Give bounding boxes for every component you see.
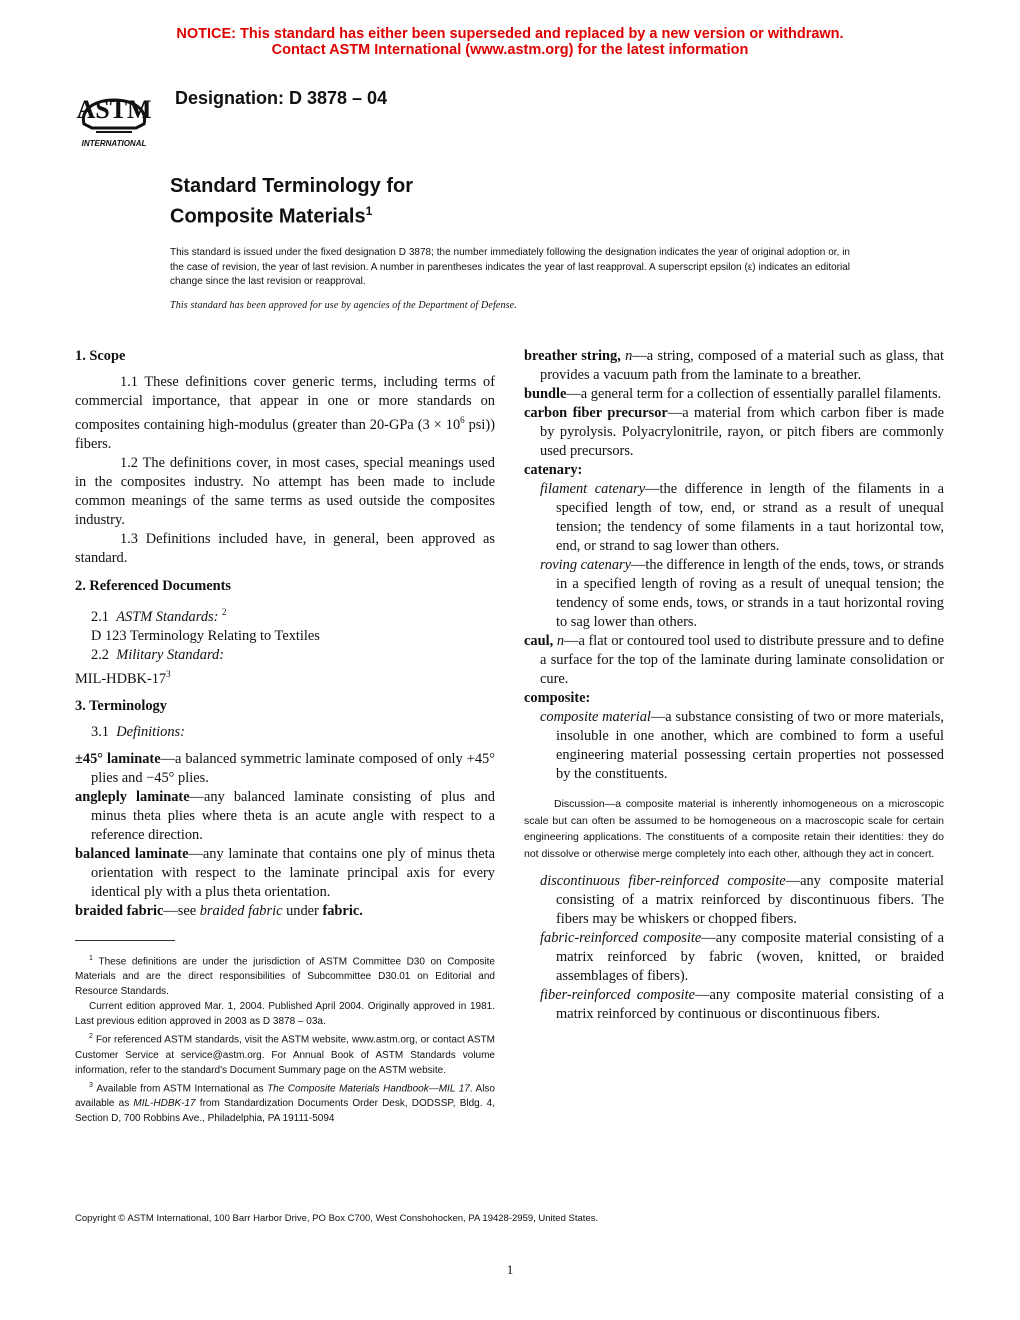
footnote-divider xyxy=(75,940,175,941)
scope-heading: 1. Scope xyxy=(75,348,126,364)
approval-note: This standard has been approved for use by agencies of the Department of Defense. xyxy=(170,300,517,311)
scope-para-3: 1.3 Definitions included have, in general, been approved as standard. xyxy=(75,530,495,566)
notice-line-2: Contact ASTM International (www.astm.org) for the latest information xyxy=(271,42,749,58)
scope-para-1: 1.1 These definitions cover generic terms, including terms of commercial importance, that appear in one or more standards on composites containing high-modulus (greater than 20-GPa ($3 \times 10^6$ psi)) fibers. xyxy=(75,374,495,452)
title-line-2: Composite Materials$^1$ xyxy=(170,204,373,228)
logo-mark-text: ASTM xyxy=(76,95,152,124)
ref-item-military: 2.2 Military Standard: xyxy=(91,646,224,663)
def-filament-catenary: filament catenary—the difference in length of the filaments in a specified length of tow, end, or strand as a result of unequal tension; the tendency of some filaments in a taut horizontal tow, end, or strand to sag lower than others. xyxy=(540,481,945,554)
catenary-heading: catenary: xyxy=(524,462,583,478)
logo-sub-text: INTERNATIONAL xyxy=(81,139,147,148)
ref-item-milhdbk: MIL-$HDBK-17^3$ xyxy=(75,668,171,687)
ref-item-d123: D 123 Terminology Relating to Textiles xyxy=(91,627,320,644)
supersession-notice xyxy=(0,26,1020,58)
footnote-1-edition: Current edition approved Mar. 1, 2004. Published April 2004. Originally approved in 1981. Last previous edition approved in 2003 as D 3878 – 03a. xyxy=(75,1001,495,1028)
page-number: 1 xyxy=(506,1262,514,1277)
footnote-3: $^3$ Available from ASTM International as The Composite Materials Handbook—MIL 17. Also available as MIL-HDBK-17 from Standardization Documents Order Desk, DODSSP, Bldg. 4, Section D, 700 Robbins Ave., Philadelphia, PA 19111-5094 xyxy=(75,1081,495,1124)
def-braided-fabric: braided fabric—see braided fabric under fabric. xyxy=(75,903,363,920)
left-column xyxy=(75,347,495,921)
notice-line-1: NOTICE: This standard has either been superseded and replaced by a new version or withdrawn. xyxy=(176,26,844,42)
def-caul: caul, n—a flat or contoured tool used to distribute pressure and to define a surface for the top of the laminate during laminate consolidation or cure. xyxy=(524,633,944,687)
ref-item-astm: 2.1 ASTM Standards: $^2$ xyxy=(91,606,227,625)
def-carbon-fiber-precursor: carbon fiber precursor—a material from which carbon fiber is made by pyrolysis. Polyacrylonitrile, rayon, or pitch fibers are commonly used precursors. xyxy=(524,405,944,459)
footnote-1: $^1$ These definitions are under the jurisdiction of ASTM Committee D30 on Composite Materials and are the direct responsibilities of Subcommittee D30.01 on Editorial and Resource Standards. xyxy=(75,955,495,998)
title-line-1: Standard Terminology for xyxy=(170,175,413,197)
def-45-laminate: ±45° laminate—a balanced symmetric laminate composed of only +45° plies and −45° plies. xyxy=(75,751,495,787)
def-bundle: bundle—a general term for a collection of essentially parallel filaments. xyxy=(524,386,942,402)
referenced-heading: 2. Referenced Documents xyxy=(75,577,231,594)
definitions-subheading: 3.1 Definitions: xyxy=(91,724,185,741)
scope-para-2: 1.2 The definitions cover, in most cases, special meanings used in the composites industry. No attempt has been made to include common meanings of the same terms as used outside the composites industry. xyxy=(75,454,495,528)
def-angleply-laminate: angleply laminate—any balanced laminate consisting of plus and minus theta plies where theta is an acute angle with respect to a reference direction. xyxy=(75,789,495,844)
def-roving-catenary: roving catenary—the difference in length of the ends, tows, or strands in a specified length of roving as a result of unequal tension; the tendency of some ends, tows, or strands in a taut horizontal roving to sag lower than others. xyxy=(540,557,945,630)
def-composite-material: composite material—a substance consisting of two or more materials, insoluble in one another, which are combined to form a useful engineering material possessing certain properties not possessed by the constituents. xyxy=(540,709,944,782)
composite-heading: composite: xyxy=(524,690,591,706)
right-column xyxy=(524,347,944,1024)
discussion-note: Discussion—a composite material is inherently inhomogeneous on a microscopic scale but can often be assumed to be homogeneous on a macroscopic scale for certain engineering applications. The constituents of a composite retain their identities: they do not dissolve or otherwise merge completely into each other, although they act in concert. xyxy=(524,798,944,860)
def-breather-string: breather string, n—a string, composed of a material such as glass, that provides a vacuum path from the laminate to a breather. xyxy=(524,348,944,383)
def-fiber-reinforced-composite: fiber-reinforced composite—any composite material consisting of a matrix reinforced by continuous or discontinuous fibers. xyxy=(540,987,944,1022)
astm-logo xyxy=(66,72,162,152)
def-balanced-laminate: balanced laminate—any laminate that contains one ply of minus theta orientation with respect to the laminate principal axis for every identical ply with a plus theta orientation. xyxy=(75,846,495,901)
issue-note: This standard is issued under the fixed designation D 3878; the number immediately following the designation indicates the year of original adoption or, in the case of revision, the year of last revision. A number in parentheses indicates the year of last reapproval. A superscript epsilon (ε) indicates an editorial change since the last revision or reapproval. xyxy=(170,247,850,287)
terminology-heading: 3. Terminology xyxy=(75,698,167,715)
footnotes xyxy=(75,951,495,1126)
designation: Designation: D 3878 – 04 xyxy=(175,88,388,108)
footnote-2: $^2$ For referenced ASTM standards, visit the ASTM website, www.astm.org, or contact ASTM Customer Service at service@astm.org. For Annual Book of ASTM Standards volume information, refer to the standard's Document Summary page on the ASTM website. xyxy=(75,1033,496,1076)
copyright: Copyright © ASTM International, 100 Barr Harbor Drive, PO Box C700, West Conshohocken, PA 19428-2959, United States. xyxy=(75,1213,599,1224)
document-title xyxy=(170,174,413,230)
def-discontinuous-composite: discontinuous fiber-reinforced composite—any composite material consisting of a matrix reinforced by discontinuous fibers. The fibers may be whiskers or chopped fibers. xyxy=(540,873,944,927)
title-footnote-mark: 1 xyxy=(365,204,373,218)
def-fabric-reinforced-composite: fabric-reinforced composite—any composite material consisting of a matrix reinforced by fabric (woven, knitted, or braided assemblages of fibers). xyxy=(540,930,944,984)
